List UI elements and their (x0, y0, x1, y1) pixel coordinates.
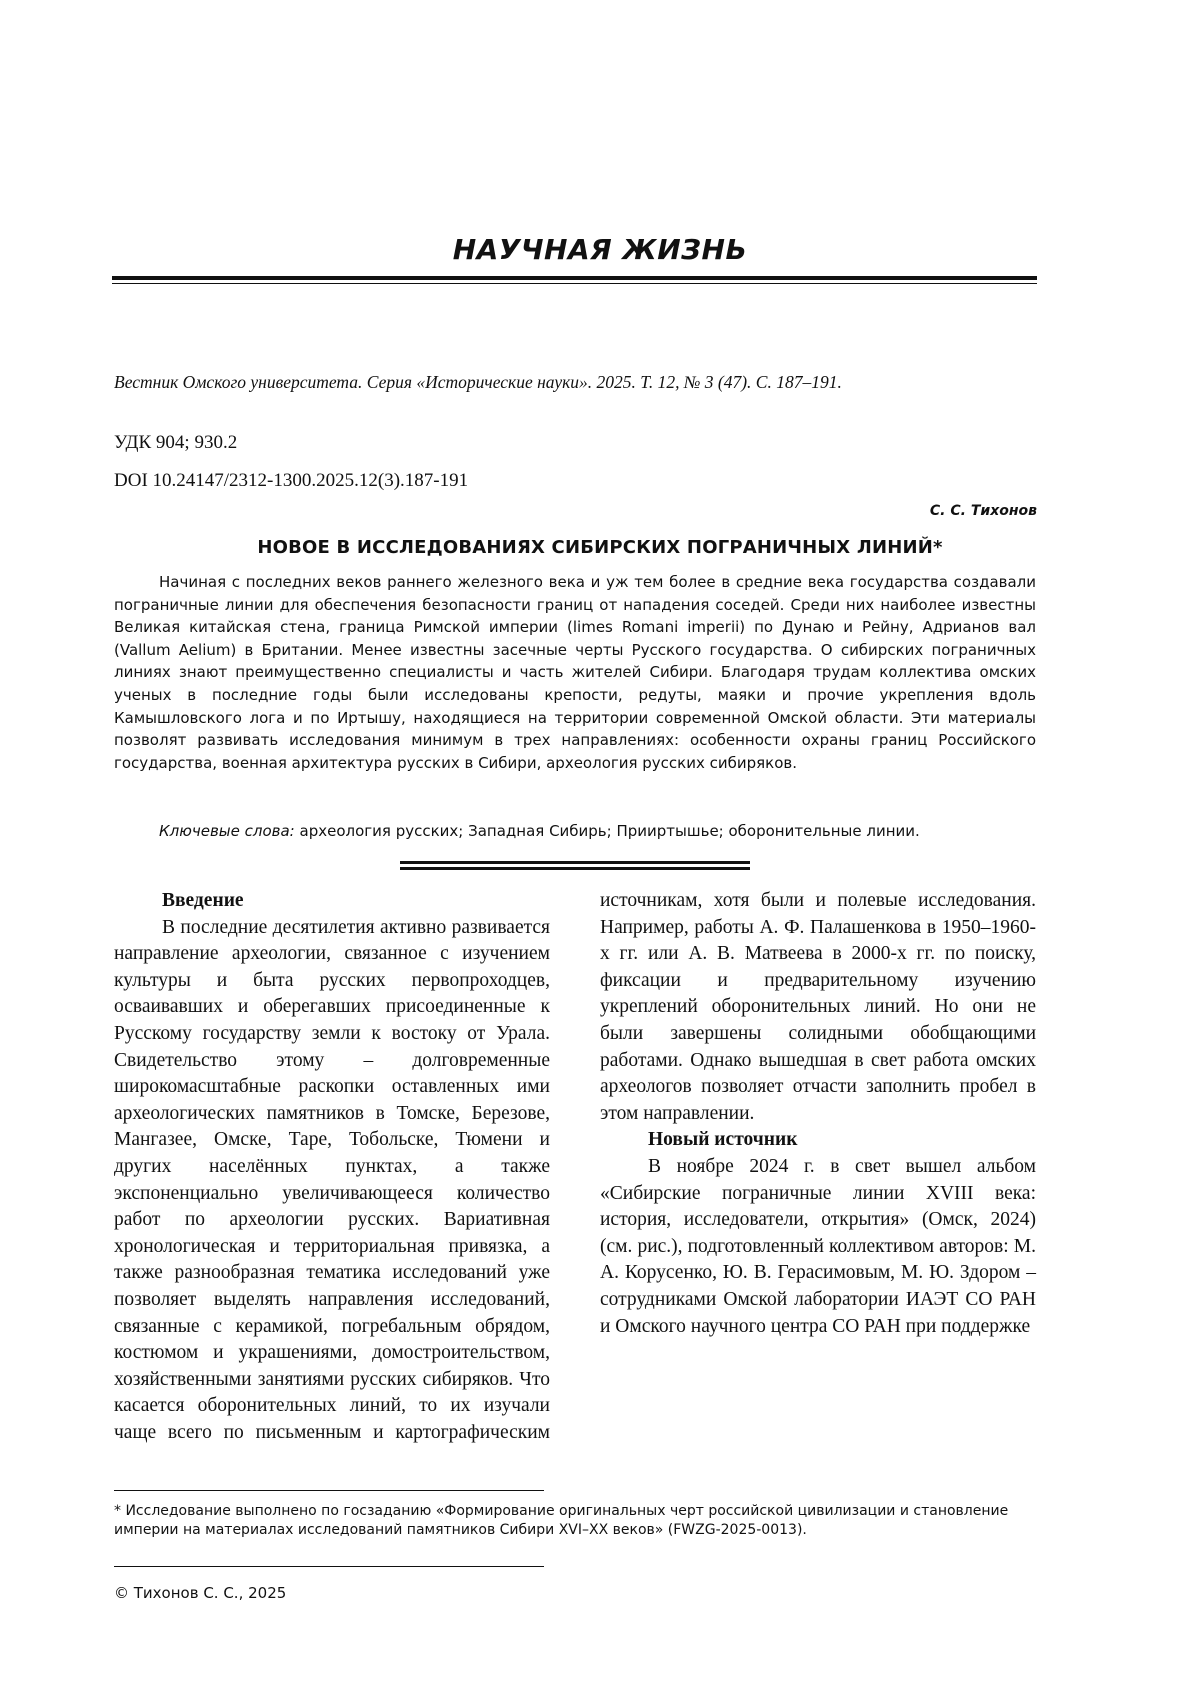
footnote: * Исследование выполнено по госзаданию «Формирование оригинальных черт российской цивилизации и становление империи на материалах исследований памятников Сибири XVI–XX веков» (FWZG-2025-0013). (114, 1503, 1009, 1538)
separator-rule-top (400, 861, 750, 864)
new-source-heading: Новый источник (648, 1129, 798, 1151)
copyright-rule (114, 1566, 544, 1567)
udk-code: УДК 904; 930.2 (114, 432, 238, 453)
separator-rule-bottom (400, 867, 750, 870)
article-body (114, 888, 1036, 1470)
doi: DOI 10.24147/2312-1300.2025.12(3).187-191 (114, 470, 469, 491)
intro-heading: Введение (162, 890, 244, 911)
keywords-label: Ключевые слова: (159, 822, 295, 840)
footnote-rule (114, 1490, 544, 1491)
new-source-paragraph: В ноябре 2024 г. в свет вышел альбом «Сибирские пограничные линии XVIII века: история, исследователи, открытия» (Омск, 2024) (см. рис.), подготовленный коллективом авторов: М. А. Корусенко, Ю. В. Герасимовым, М. Ю. Здором – сотрудниками Омской лаборатории ИАЭТ СО РАН и Омского научного центра СО РАН при поддержке (600, 1155, 1036, 1337)
keywords (159, 822, 920, 840)
header-rule-thin (112, 283, 1037, 284)
intro-paragraph: В последние десятилетия активно развивается направление археологии, связанное с изучением культуры и быта русских первопроходцев, осваивавших и оберегавших присоединенные к Русскому государству земли к востоку от Урала. Свидетельство этому – долговременные широкомасштабные раскопки оставленных ими археологических памятников в Томске, Березове, Мангазее, Омске, Таре, Тобольске, Тюмени и других населённых пунктах, а также экспоненциально увеличивающееся количество работ по археологии русских. Вариативная хронологическая и территориальная привязка, а также разнообразная тематика исследований уже позволяет выделять направления исследований, связанные с керамикой, погребальным обрядом, костюмом и украшениями, домостроительством, хозяйственными занятиями русских сибиряков. Что касается оборонительных линий, то их изучали чаще всего по письменным и картографическим источникам, хотя были и полевые исследования. Например, работы А. Ф. Палашенкова в 1950–1960-х гг. или А. В. Матвеева в 2000-х гг. по поиску, фиксации и предварительному изучению укреплений оборонительных линий. Но они не были завершены солидными обобщающими работами. Однако вышедшая в свет работа омских археологов позволяет отчасти заполнить пробел в этом направлении. (114, 890, 1036, 1443)
author: С. С. Тихонов (929, 503, 1037, 519)
keywords-text: археология русских; Западная Сибирь; Прииртышье; оборонительные линии. (299, 822, 920, 840)
header-rule-thick (112, 276, 1037, 280)
copyright: © Тихонов С. С., 2025 (114, 1584, 287, 1602)
section-heading: НАУЧНАЯ ЖИЗНЬ (452, 233, 748, 266)
article-title: НОВОЕ В ИССЛЕДОВАНИЯХ СИБИРСКИХ ПОГРАНИЧНЫХ ЛИНИЙ* (257, 537, 943, 558)
abstract: Начиная с последних веков раннего железного века и уж тем более в средние века государства создавали пограничные линии для обеспечения безопасности границ от нападения соседей. Среди них наиболее известны Великая китайская стена, граница Римской империи (limes Romani imperii) по Дунаю и Рейну, Адрианов вал (Vallum Aelium) в Британии. Менее известны засечные черты Русского государства. О сибирских пограничных линиях знают преимущественно специалисты и часть жителей Сибири. Благодаря трудам коллектива омских ученых в последние годы были исследованы крепости, редуты, маяки и прочие укрепления вдоль Камышловского лога и по Иртышу, находящиеся на территории современной Омской области. Эти материалы позволят развивать исследования минимум в трех направлениях: особенности охраны границ Российского государства, военная архитектура русских в Сибири, археология русских сибиряков. (114, 573, 1036, 772)
journal-citation: Вестник Омского университета. Серия «Исторические науки». 2025. Т. 12, № 3 (47). С. 187–191. (114, 372, 842, 392)
